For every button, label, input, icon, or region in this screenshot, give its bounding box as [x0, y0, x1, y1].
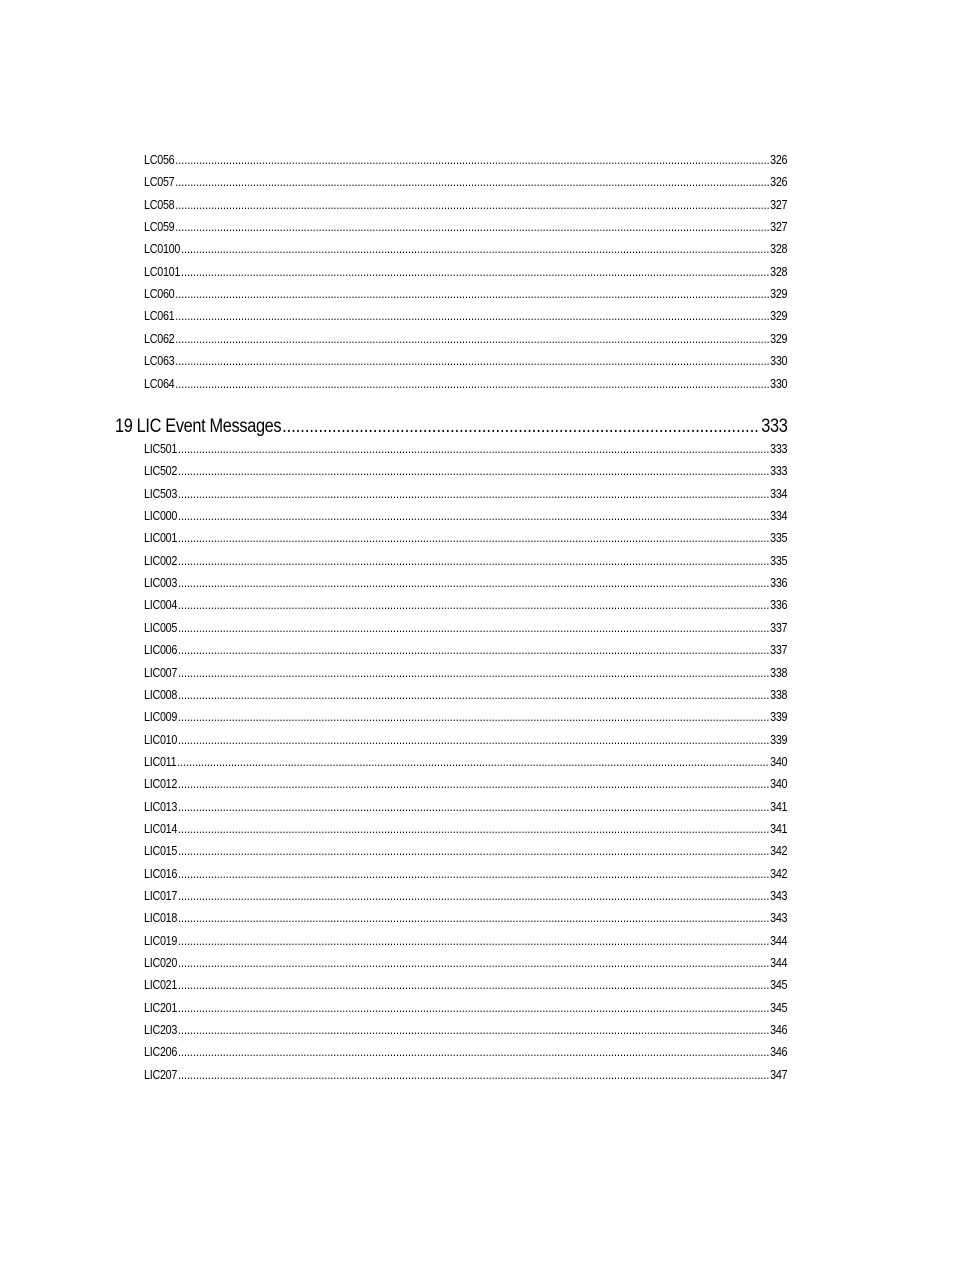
toc-entry[interactable]	[144, 664, 787, 682]
dot-leader	[175, 307, 769, 325]
dot-leader	[178, 954, 769, 972]
dot-leader	[178, 820, 769, 838]
toc-entry-label: LIC006	[144, 643, 178, 658]
toc-entry-page-number: 343	[770, 911, 788, 926]
toc-entry[interactable]	[144, 196, 787, 214]
toc-entry-page-number: 343	[770, 889, 788, 903]
dot-leader	[178, 1043, 769, 1061]
toc-entry-page-number: 336	[770, 576, 788, 591]
dot-leader	[175, 218, 769, 236]
toc-entry-page-number: 344	[770, 956, 788, 971]
dot-leader	[175, 151, 769, 169]
toc-entry-page-number: 335	[770, 553, 788, 568]
toc-entry[interactable]	[144, 820, 787, 838]
toc-entry[interactable]	[144, 865, 787, 883]
dot-leader	[178, 619, 769, 637]
dot-leader	[178, 485, 769, 503]
dot-leader	[178, 932, 769, 950]
toc-entry-page-number: 327	[770, 197, 788, 212]
toc-entry-label: LIC008	[144, 687, 178, 702]
toc-entry[interactable]	[144, 932, 787, 950]
toc-entry-page-number: 341	[770, 799, 788, 814]
toc-entry-label: LC064	[144, 376, 175, 391]
toc-entry-label: LIC207	[144, 1067, 178, 1082]
toc-entry[interactable]	[144, 263, 787, 281]
dot-leader	[181, 263, 769, 281]
dot-leader	[178, 1021, 769, 1039]
toc-entry-label: LIC501	[144, 442, 178, 456]
toc-entry-page-number: 328	[770, 242, 788, 257]
toc-entry-label: LIC007	[144, 665, 178, 680]
toc-entry-page-number: 347	[770, 1067, 788, 1082]
toc-entry[interactable]	[144, 887, 787, 905]
toc-entry-label: LIC502	[144, 464, 178, 479]
toc-entry-label: LC062	[144, 331, 175, 346]
dot-leader	[178, 842, 769, 860]
toc-entry-label: LIC017	[144, 889, 178, 903]
toc-entry-label: LIC003	[144, 576, 178, 591]
toc-entry[interactable]	[144, 240, 787, 258]
toc-entry-page-number: 334	[770, 509, 788, 524]
toc-entry[interactable]	[144, 173, 787, 191]
toc-entry[interactable]	[144, 529, 787, 547]
toc-entry[interactable]	[144, 375, 787, 393]
toc-entry-page-number: 327	[770, 220, 788, 235]
chapter-heading[interactable]	[115, 414, 788, 440]
dot-leader	[178, 664, 769, 682]
toc-entry[interactable]	[144, 999, 787, 1017]
dot-leader	[178, 865, 769, 883]
toc-entry-page-number: 342	[770, 866, 788, 881]
toc-entry[interactable]	[144, 218, 787, 236]
toc-entry-label: LIC002	[144, 553, 178, 568]
toc-entry-page-number: 337	[770, 620, 788, 635]
toc-entry-label: LIC021	[144, 978, 178, 993]
toc-entry-label: LIC014	[144, 821, 178, 836]
toc-entry-page-number: 346	[770, 1045, 788, 1060]
dot-leader	[175, 173, 769, 191]
toc-entry[interactable]	[144, 798, 787, 816]
toc-entry-page-number: 340	[770, 777, 788, 792]
toc-entry[interactable]	[144, 619, 787, 637]
dot-leader	[178, 529, 769, 547]
toc-entry[interactable]	[144, 686, 787, 704]
toc-entry-page-number: 330	[770, 354, 788, 369]
toc-entry[interactable]	[144, 976, 787, 994]
toc-entry-label: LIC000	[144, 509, 178, 524]
dot-leader	[175, 375, 769, 393]
toc-entry-page-number: 344	[770, 933, 788, 948]
toc-entry[interactable]	[144, 596, 787, 614]
toc-entry-page-number: 334	[770, 486, 788, 501]
toc-entry-label: LC059	[144, 220, 175, 235]
dot-leader	[175, 352, 769, 370]
toc-entry-label: LC063	[144, 354, 175, 369]
toc-entry-page-number: 329	[770, 331, 788, 346]
toc-entry-label: LIC013	[144, 799, 178, 814]
toc-entry-page-number: 333	[770, 464, 788, 479]
toc-entry[interactable]	[144, 641, 787, 659]
dot-leader	[178, 440, 769, 458]
toc-entry-label: LC058	[144, 197, 175, 212]
toc-entry-label: LIC201	[144, 1000, 178, 1015]
toc-entry[interactable]	[144, 462, 787, 480]
toc-entry[interactable]	[144, 1043, 787, 1061]
dot-leader	[178, 909, 769, 927]
toc-entry-label: LIC503	[144, 486, 178, 501]
toc-entry[interactable]	[144, 753, 787, 771]
toc-entry-page-number: 326	[770, 175, 788, 190]
toc-entry-page-number: 345	[770, 1000, 788, 1015]
dot-leader	[178, 798, 769, 816]
toc-entry-label: LC061	[144, 309, 175, 324]
toc-entry-label: LIC019	[144, 933, 178, 948]
toc-entry-label: LIC011	[144, 754, 177, 769]
toc-entry-page-number: 329	[770, 309, 788, 324]
dot-leader	[175, 285, 769, 303]
dot-leader	[175, 196, 769, 214]
toc-entry-page-number: 335	[770, 531, 788, 546]
toc-entry-label: LIC004	[144, 598, 178, 613]
toc-entry[interactable]	[144, 775, 787, 793]
toc-entry[interactable]	[144, 330, 787, 348]
toc-entry-page-number: 329	[770, 287, 788, 302]
chapter-heading-label: 19 LIC Event Messages	[115, 416, 282, 437]
toc-entry-page-number: 346	[770, 1023, 788, 1038]
toc-entry-page-number: 338	[770, 665, 788, 680]
toc-entry-label: LIC018	[144, 911, 178, 926]
dot-leader	[177, 753, 769, 771]
toc-entry[interactable]	[144, 574, 787, 592]
dot-leader	[181, 240, 769, 258]
toc-entry[interactable]	[144, 485, 787, 503]
toc-entry[interactable]	[144, 842, 787, 860]
dot-leader	[175, 330, 769, 348]
dot-leader	[178, 976, 769, 994]
toc-entry-label: LC060	[144, 287, 175, 302]
toc-entry-page-number: 330	[770, 376, 788, 391]
toc-entry-label: LIC020	[144, 956, 178, 971]
toc-entry-page-number: 328	[770, 264, 788, 279]
toc-entry[interactable]	[144, 1066, 787, 1084]
toc-entry-label: LIC009	[144, 710, 178, 725]
dot-leader	[282, 414, 760, 440]
toc-entry-label: LIC010	[144, 732, 178, 747]
dot-leader	[178, 574, 769, 592]
toc-entry-page-number: 342	[770, 844, 788, 859]
toc-entry-label: LC057	[144, 175, 175, 190]
dot-leader	[178, 641, 769, 659]
toc-entry[interactable]	[144, 507, 787, 525]
toc-entry[interactable]	[144, 440, 787, 458]
toc-entry[interactable]	[144, 954, 787, 972]
toc-entry[interactable]	[144, 285, 787, 303]
dot-leader	[178, 775, 769, 793]
toc-entry-page-number: 338	[770, 687, 788, 702]
toc-entry-label: LIC001	[144, 531, 178, 546]
dot-leader	[178, 731, 769, 749]
dot-leader	[178, 462, 769, 480]
dot-leader	[178, 596, 769, 614]
toc-entry-page-number: 340	[770, 754, 788, 769]
toc-entry-label: LIC206	[144, 1045, 178, 1060]
toc-entry-page-number: 333	[770, 442, 788, 456]
toc-entry-label: LC056	[144, 153, 175, 167]
dot-leader	[178, 999, 769, 1017]
toc-entry[interactable]	[144, 909, 787, 927]
toc-entry-label: LIC012	[144, 777, 178, 792]
toc-entry-page-number: 336	[770, 598, 788, 613]
toc-entry[interactable]	[144, 307, 787, 325]
toc-entry-label: LIC016	[144, 866, 178, 881]
dot-leader	[178, 887, 769, 905]
dot-leader	[178, 708, 769, 726]
toc-entry-page-number: 339	[770, 732, 788, 747]
chapter-heading-page-number: 333	[761, 416, 788, 437]
toc-entry-label: LIC015	[144, 844, 178, 859]
toc-entry[interactable]	[144, 352, 787, 370]
toc-entry[interactable]	[144, 1021, 787, 1039]
toc-entry-page-number: 337	[770, 643, 788, 658]
toc-entry-label: LIC005	[144, 620, 178, 635]
toc-entry-page-number: 326	[770, 153, 788, 167]
toc-entry[interactable]	[144, 708, 787, 726]
toc-entry-page-number: 345	[770, 978, 788, 993]
toc-entry-label: LC0101	[144, 264, 181, 279]
dot-leader	[178, 507, 769, 525]
toc-entry-page-number: 341	[770, 821, 788, 836]
toc-entry-label: LC0100	[144, 242, 181, 257]
toc-entry[interactable]	[144, 151, 787, 169]
dot-leader	[178, 1066, 769, 1084]
toc-entry-label: LIC203	[144, 1023, 178, 1038]
dot-leader	[178, 686, 769, 704]
dot-leader	[178, 552, 769, 570]
toc-entry[interactable]	[144, 552, 787, 570]
toc-entry-page-number: 339	[770, 710, 788, 725]
toc-entry[interactable]	[144, 731, 787, 749]
